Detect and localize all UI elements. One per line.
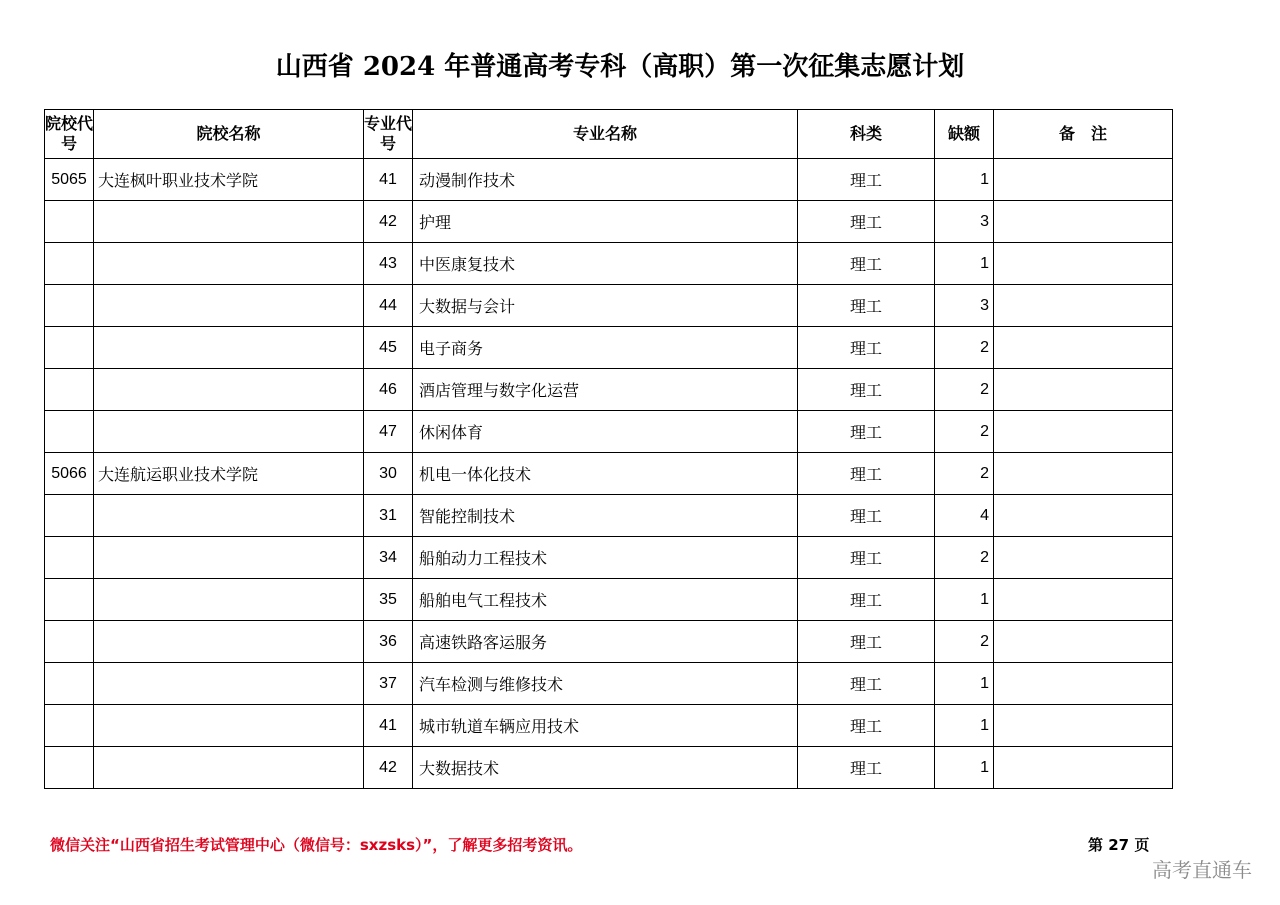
remarks-cell xyxy=(994,453,1173,495)
major-code-cell: 35 xyxy=(364,579,413,621)
school-code-cell xyxy=(45,285,94,327)
school-name-cell xyxy=(94,747,364,789)
category-cell: 理工 xyxy=(798,201,935,243)
category-cell: 理工 xyxy=(798,705,935,747)
school-name-cell: 大连航运职业技术学院 xyxy=(94,453,364,495)
school-name-cell xyxy=(94,369,364,411)
school-code-cell xyxy=(45,663,94,705)
remarks-cell xyxy=(994,411,1173,453)
school-code-cell xyxy=(45,327,94,369)
remarks-cell xyxy=(994,495,1173,537)
table-row xyxy=(45,327,1173,369)
table-row xyxy=(45,411,1173,453)
vacancies-cell: 1 xyxy=(935,579,994,621)
school-name-cell xyxy=(94,243,364,285)
table-row xyxy=(45,537,1173,579)
school-code-cell xyxy=(45,243,94,285)
vacancies-cell: 2 xyxy=(935,621,994,663)
vacancies-cell: 2 xyxy=(935,369,994,411)
category-cell: 理工 xyxy=(798,285,935,327)
vacancies-cell: 1 xyxy=(935,243,994,285)
school-code-cell xyxy=(45,537,94,579)
major-name-cell: 中医康复技术 xyxy=(413,243,798,285)
remarks-cell xyxy=(994,327,1173,369)
school-name-cell xyxy=(94,621,364,663)
remarks-cell xyxy=(994,159,1173,201)
vacancies-cell: 3 xyxy=(935,201,994,243)
major-name-cell: 高速铁路客运服务 xyxy=(413,621,798,663)
remarks-cell xyxy=(994,621,1173,663)
vacancies-cell: 1 xyxy=(935,747,994,789)
major-code-cell: 41 xyxy=(364,159,413,201)
header-school-name: 院校名称 xyxy=(94,110,364,159)
category-cell: 理工 xyxy=(798,663,935,705)
vacancies-cell: 2 xyxy=(935,411,994,453)
category-cell: 理工 xyxy=(798,537,935,579)
school-name-cell xyxy=(94,537,364,579)
school-code-cell xyxy=(45,411,94,453)
remarks-cell xyxy=(994,663,1173,705)
header-remarks: 备 注 xyxy=(994,110,1173,159)
table-row xyxy=(45,201,1173,243)
school-name-cell xyxy=(94,705,364,747)
vacancies-cell: 1 xyxy=(935,159,994,201)
table-row xyxy=(45,621,1173,663)
category-cell: 理工 xyxy=(798,327,935,369)
table-row xyxy=(45,243,1173,285)
category-cell: 理工 xyxy=(798,579,935,621)
category-cell: 理工 xyxy=(798,243,935,285)
major-name-cell: 酒店管理与数字化运营 xyxy=(413,369,798,411)
major-code-cell: 37 xyxy=(364,663,413,705)
table-row xyxy=(45,495,1173,537)
wechat-follow-note: 微信关注“山西省招生考试管理中心（微信号：sxzsks）”，了解更多招考资讯。 xyxy=(50,836,583,854)
school-name-cell xyxy=(94,495,364,537)
school-code-cell xyxy=(45,579,94,621)
vacancies-cell: 2 xyxy=(935,537,994,579)
category-cell: 理工 xyxy=(798,411,935,453)
major-name-cell: 汽车检测与维修技术 xyxy=(413,663,798,705)
major-code-cell: 46 xyxy=(364,369,413,411)
vacancies-cell: 2 xyxy=(935,453,994,495)
major-name-cell: 电子商务 xyxy=(413,327,798,369)
header-vacancies: 缺额 xyxy=(935,110,994,159)
category-cell: 理工 xyxy=(798,369,935,411)
remarks-cell xyxy=(994,747,1173,789)
header-school-code: 院校代号 xyxy=(45,110,94,159)
major-code-cell: 34 xyxy=(364,537,413,579)
major-code-cell: 42 xyxy=(364,201,413,243)
table-row xyxy=(45,285,1173,327)
vacancies-cell: 1 xyxy=(935,705,994,747)
category-cell: 理工 xyxy=(798,621,935,663)
table-row xyxy=(45,663,1173,705)
table-row xyxy=(45,705,1173,747)
header-major-name: 专业名称 xyxy=(413,110,798,159)
page-number: 第 27 页 xyxy=(1088,836,1150,854)
school-name-cell xyxy=(94,285,364,327)
table-row xyxy=(45,747,1173,789)
school-code-cell: 5066 xyxy=(45,453,94,495)
category-cell: 理工 xyxy=(798,495,935,537)
remarks-cell xyxy=(994,705,1173,747)
major-name-cell: 大数据技术 xyxy=(413,747,798,789)
school-name-cell xyxy=(94,411,364,453)
school-code-cell xyxy=(45,621,94,663)
vacancies-cell: 4 xyxy=(935,495,994,537)
school-code-cell: 5065 xyxy=(45,159,94,201)
school-code-cell xyxy=(45,705,94,747)
school-code-cell xyxy=(45,369,94,411)
remarks-cell xyxy=(994,285,1173,327)
vacancies-cell: 3 xyxy=(935,285,994,327)
category-cell: 理工 xyxy=(798,747,935,789)
school-name-cell xyxy=(94,201,364,243)
table-row xyxy=(45,579,1173,621)
table-header-row xyxy=(45,110,1173,159)
major-code-cell: 31 xyxy=(364,495,413,537)
remarks-cell xyxy=(994,201,1173,243)
school-name-cell: 大连枫叶职业技术学院 xyxy=(94,159,364,201)
table-row xyxy=(45,369,1173,411)
major-name-cell: 城市轨道车辆应用技术 xyxy=(413,705,798,747)
major-name-cell: 船舶电气工程技术 xyxy=(413,579,798,621)
school-name-cell xyxy=(94,579,364,621)
school-code-cell xyxy=(45,201,94,243)
remarks-cell xyxy=(994,369,1173,411)
major-code-cell: 43 xyxy=(364,243,413,285)
major-name-cell: 动漫制作技术 xyxy=(413,159,798,201)
page-title: 山西省 2024 年普通高考专科（高职）第一次征集志愿计划 xyxy=(275,52,965,82)
major-name-cell: 机电一体化技术 xyxy=(413,453,798,495)
major-code-cell: 36 xyxy=(364,621,413,663)
major-name-cell: 船舶动力工程技术 xyxy=(413,537,798,579)
vacancies-cell: 2 xyxy=(935,327,994,369)
major-name-cell: 大数据与会计 xyxy=(413,285,798,327)
category-cell: 理工 xyxy=(798,159,935,201)
enrollment-plan-table xyxy=(44,109,1173,789)
major-code-cell: 42 xyxy=(364,747,413,789)
watermark: 高考直通车 xyxy=(1152,858,1252,882)
school-name-cell xyxy=(94,327,364,369)
major-code-cell: 45 xyxy=(364,327,413,369)
major-name-cell: 智能控制技术 xyxy=(413,495,798,537)
major-name-cell: 休闲体育 xyxy=(413,411,798,453)
header-major-code: 专业代号 xyxy=(364,110,413,159)
table-row xyxy=(45,453,1173,495)
vacancies-cell: 1 xyxy=(935,663,994,705)
major-code-cell: 41 xyxy=(364,705,413,747)
remarks-cell xyxy=(994,537,1173,579)
remarks-cell xyxy=(994,579,1173,621)
major-code-cell: 47 xyxy=(364,411,413,453)
school-name-cell xyxy=(94,663,364,705)
remarks-cell xyxy=(994,243,1173,285)
major-code-cell: 44 xyxy=(364,285,413,327)
table-row xyxy=(45,159,1173,201)
category-cell: 理工 xyxy=(798,453,935,495)
school-code-cell xyxy=(45,495,94,537)
school-code-cell xyxy=(45,747,94,789)
major-code-cell: 30 xyxy=(364,453,413,495)
major-name-cell: 护理 xyxy=(413,201,798,243)
header-category: 科类 xyxy=(798,110,935,159)
